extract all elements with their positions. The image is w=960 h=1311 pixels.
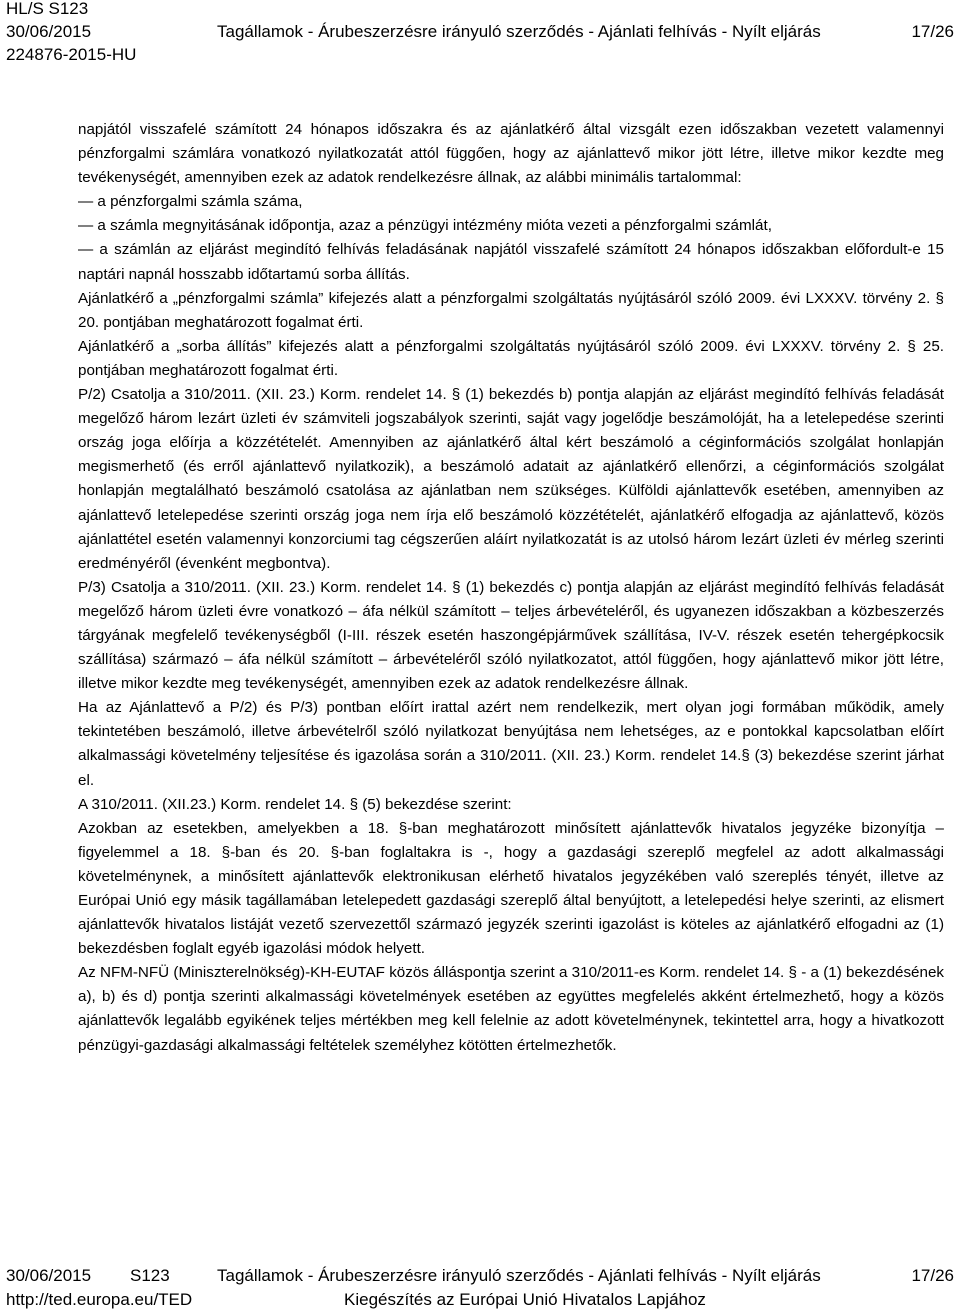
footer-date: 30/06/2015 <box>6 1266 92 1285</box>
header-page-number: 17/26 <box>911 22 954 41</box>
footer-url-link[interactable]: http://ted.europa.eu/TED <box>6 1290 193 1309</box>
footer-title: Tagállamok - Árubeszerzésre irányuló szerződés - Ajánlati felhívás - Nyílt eljárás <box>217 1266 821 1285</box>
paragraph: Ajánlatkérő a „sorba állítás” kifejezés alatt a pénzforgalmi szolgáltatás nyújtásáról szóló 2009. évi LXXXV. törvény 2. § 25. pontjában meghatározott fogalmat érti. <box>78 337 944 379</box>
journal-series: HL/S S123 <box>6 0 89 18</box>
document-body <box>78 118 944 1058</box>
paragraph: Ajánlatkérő a „pénzforgalmi számla” kifejezés alatt a pénzforgalmi szolgáltatás nyújtásáról szóló 2009. évi LXXXV. törvény 2. § 20. pontjában meghatározott fogalmat érti. <box>78 289 944 331</box>
page-footer <box>0 1264 960 1311</box>
footer-supplement: Kiegészítés az Európai Unió Hivatalos Lapjához <box>344 1290 706 1309</box>
footer-row-source <box>6 1288 954 1311</box>
footer-issue: S123 <box>130 1266 170 1285</box>
header-row-notice <box>6 43 954 66</box>
paragraph: P/2) Csatolja a 310/2011. (XII. 23.) Korm. rendelet 14. § (1) bekezdés b) pontja alapján az eljárást megindító felhívás feladását megelőző három lezárt üzleti év számviteli jogszabályok szerinti, saját vagy jogelődje beszámolóját, ha a letelepedése szerinti ország joga előírja a közzétételét. Amennyiben az ajánlatkérő által kért beszámoló a céginformációs szolgálat honlapján megismerhető (és erről ajánlattevő nyilatkozik), a beszámoló adatait az ajánlatkérő ellenőrzi, a céginformációs szolgálat honlapján megtalálható beszámoló csatolása az ajánlatban nem szükséges. Külföldi ajánlattevők esetében, amennyiben az ajánlattevő letelepedése szerinti ország joga nem írja elő beszámoló közzétételét, ajánlatkérő elfogadja az ajánlattevő, közös ajánlattétel esetén valamennyi konzorciumi tag cégszerűen aláírt nyilatkozatát is az utolsó három lezárt üzleti év mérleg szerinti eredményéről (évenként megbontva). <box>78 386 944 572</box>
list-item: — a számla megnyitásának időpontja, azaz a pénzügyi intézmény mióta vezeti a pénzforgalmi számlát, <box>78 217 772 235</box>
notice-id: 224876-2015-HU <box>6 45 137 64</box>
paragraph: A 310/2011. (XII.23.) Korm. rendelet 14. § (5) bekezdése szerint: <box>78 795 512 813</box>
header-row-main <box>6 20 954 43</box>
header-date: 30/06/2015 <box>6 22 92 41</box>
page-header <box>0 0 960 75</box>
footer-page-number: 17/26 <box>911 1266 954 1285</box>
list-item: — a pénzforgalmi számla száma, <box>78 193 303 211</box>
paragraph: Az NFM-NFÜ (Miniszterelnökség)-KH-EUTAF közös álláspontja szerint a 310/2011-es Korm. rendelet 14. § - a (1) bekezdésének a), b) és d) pontja szerinti alkalmassági követelmények esetében az együttes megfelelés akként értelmezhető, hogy a közös ajánlattevők legalább egyikének teljes mértékben meg kell felelnie az adott követelménynek, tekintettel arra, hogy a hivatkozott pénzügyi-gazdasági alkalmassági feltételek személyhez kötötten értelmezhetők. <box>78 964 944 1054</box>
header-row-series <box>6 0 954 20</box>
list-item: — a számlán az eljárást megindító felhívás feladásának napjától visszafelé számított 24 hónapos időszakban előfordult-e 15 naptári napnál hosszabb időtartamú sorba állítás. <box>78 241 944 283</box>
paragraph: Ha az Ajánlattevő a P/2) és P/3) pontban előírt irattal azért nem rendelkezik, mert olyan jogi formában működik, amely tekintetében beszámoló, illetve árbevételről szóló nyilatkozat benyújtása nem lehetséges, az e pontokkal kapcsolatban előírt alkalmassági követelmény teljesítése és igazolása során a 310/2011. (XII. 23.) Korm. rendelet 14.§ (3) bekezdése szerint járhat el. <box>78 699 944 789</box>
footer-row-main <box>6 1264 954 1287</box>
paragraph: Azokban az esetekben, amelyekben a 18. §-ban meghatározott minősített ajánlattevők hivatalos jegyzéke bizonyítja – figyelemmel a 18. §-ban és 20. §-ban foglaltakra is -, hogy a gazdasági szereplő megfelel az adott alkalmassági követelménynek, a minősített ajánlattevők elektronikusan elérhető hivatalos jegyzékében való szereplés tényét, illetve az Európai Unió egy másik tagállamában letelepedett gazdasági szereplő által benyújtott, a letelepedési helye szerinti, az elismert ajánlattevők hivatalos listáját vezető szervezettől származó jegyzék szerinti igazolást is köteles az ajánlatkérő elfogadni az (1) bekezdésben foglalt egyéb igazolási módok helyett. <box>78 819 944 958</box>
paragraph: napjától visszafelé számított 24 hónapos időszakra és az ajánlatkérő által vizsgált ezen időszakban vezetett valamennyi pénzforgalmi számlára vonatkozó nyilatkozatát attól függően, hogy az ajánlattevő mikor jött létre, illetve mikor kezdte meg tevékenységét, amennyiben ezek az adatok rendelkezésre állnak, az alábbi minimális tartalommal: <box>78 121 944 187</box>
paragraph: P/3) Csatolja a 310/2011. (XII. 23.) Korm. rendelet 14. § (1) bekezdés c) pontja alapján az eljárást megindító felhívás feladását megelőző három üzleti évre vonatkozó – áfa nélkül számított – teljes árbevételéről, és ugyanezen időszakban a közbeszerzés tárgyának megfelelő tevékenységből (I-III. részek esetén haszongépjárművek szállítása, IV-V. részek esetén tehergépkocsik szállítása) származó – áfa nélkül számított – árbevételéről szóló nyilatkozatot, attól függően, hogy ajánlattevő mikor jött létre, illetve mikor kezdte meg tevékenységét, amennyiben ezek az adatok rendelkezésre állnak. <box>78 578 944 693</box>
header-title: Tagállamok - Árubeszerzésre irányuló szerződés - Ajánlati felhívás - Nyílt eljárás <box>217 22 821 41</box>
